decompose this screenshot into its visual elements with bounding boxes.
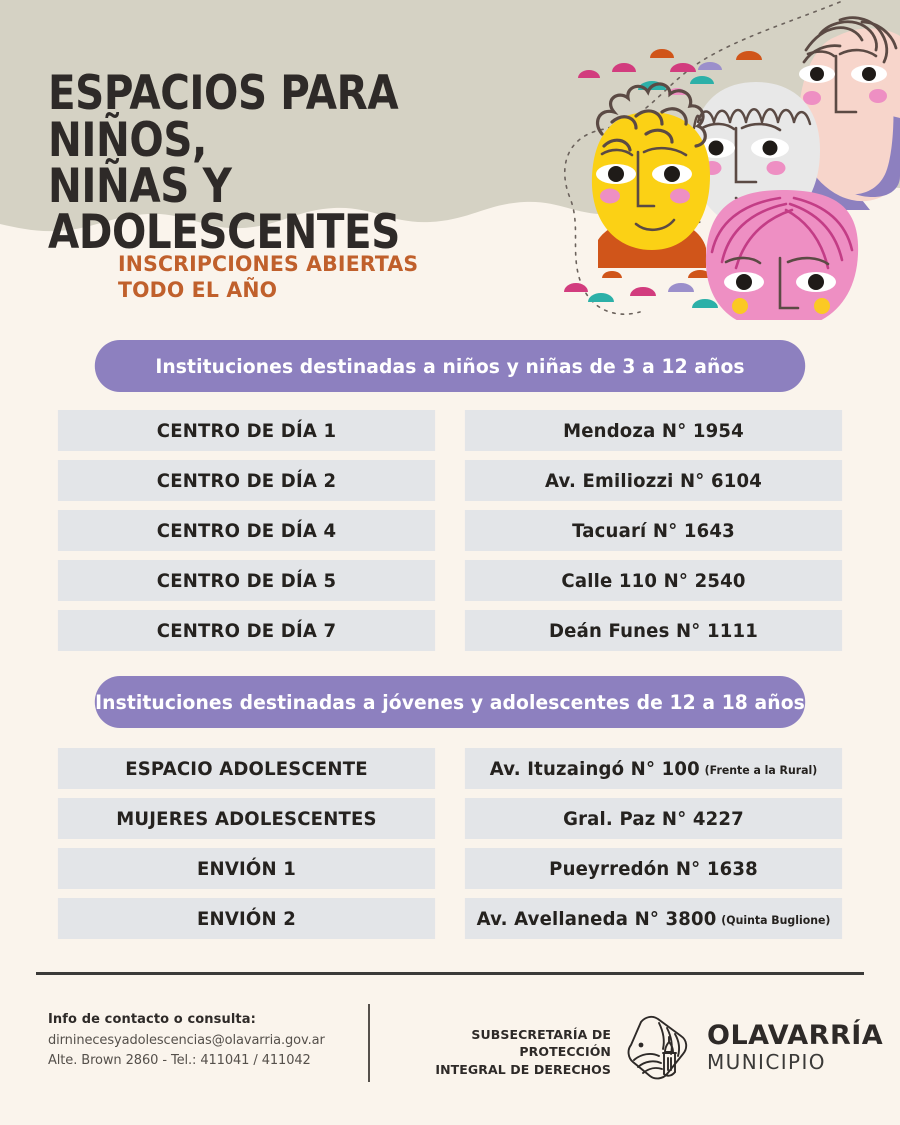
institution-address-note: (Quinta Buglione)	[721, 912, 831, 927]
institution-name-text: CENTRO DE DÍA 4	[156, 519, 337, 542]
subsecretaria-line-2: INTEGRAL DE DERECHOS	[435, 1061, 611, 1077]
institution-name-cell	[58, 410, 435, 451]
section-banner-adolescents: Instituciones destinadas a jóvenes y adolescentes de 12 a 18 años	[95, 676, 805, 728]
header	[0, 0, 900, 320]
logo-wordmark	[707, 1022, 883, 1074]
table-row	[48, 798, 852, 839]
olavarria-crest-icon	[625, 1012, 695, 1086]
children-faces-illustration	[540, 0, 900, 320]
institution-address-cell	[465, 610, 842, 651]
face-pink-front	[706, 190, 858, 320]
institution-name-text: ENVIÓN 2	[197, 907, 296, 930]
subtitle-line-1: INSCRIPCIONES ABIERTAS	[118, 252, 419, 277]
table-row	[48, 898, 852, 939]
page-title-line-1: ESPACIOS PARA NIÑOS,	[48, 66, 399, 168]
institution-name-text: ESPACIO ADOLESCENTE	[125, 757, 368, 780]
footer-divider-rule	[36, 972, 864, 975]
table-row	[48, 748, 852, 789]
institution-address-cell	[465, 898, 842, 939]
footer	[0, 1000, 900, 1110]
institution-name-text: MUJERES ADOLESCENTES	[116, 807, 377, 830]
table-row	[48, 410, 852, 451]
face-yellow-curly	[592, 84, 710, 268]
institution-name-cell	[58, 610, 435, 651]
olavarria-logo	[625, 1012, 884, 1086]
section-banner-children: Instituciones destinadas a niños y niñas de 3 a 12 años	[95, 340, 805, 392]
subsecretaria-line-1: SUBSECRETARÍA DE PROTECCIÓN	[471, 1027, 611, 1060]
institution-address-cell	[465, 560, 842, 601]
subsecretaria-name	[386, 1026, 611, 1078]
institutions-table-children	[48, 410, 852, 660]
institution-address-text: Gral. Paz N° 4227	[563, 807, 744, 830]
institution-address-cell	[465, 410, 842, 451]
institution-address-cell	[465, 748, 842, 789]
institution-name-cell	[58, 898, 435, 939]
institution-name-text: CENTRO DE DÍA 7	[156, 619, 337, 642]
table-row	[48, 510, 852, 551]
institution-name-cell	[58, 460, 435, 501]
institution-address-text: Pueyrredón N° 1638	[549, 857, 758, 880]
institution-address-text: Mendoza N° 1954	[563, 419, 744, 442]
contact-title: Info de contacto o consulta:	[48, 1012, 256, 1027]
institution-name-cell	[58, 560, 435, 601]
institution-name-cell	[58, 798, 435, 839]
institution-address-text: Av. Ituzaingó N° 100	[489, 757, 700, 780]
table-row	[48, 610, 852, 651]
page-title-line-2: NIÑAS Y ADOLESCENTES	[48, 158, 400, 260]
institution-name-text: CENTRO DE DÍA 2	[156, 469, 337, 492]
confetti-bottom	[564, 270, 718, 308]
institution-address-text: Av. Emiliozzi N° 6104	[545, 469, 762, 492]
institution-name-text: CENTRO DE DÍA 5	[156, 569, 337, 592]
table-row	[48, 460, 852, 501]
institution-address-text: Deán Funes N° 1111	[548, 619, 758, 642]
page-title	[48, 66, 512, 260]
institution-address-cell	[465, 798, 842, 839]
institution-address-cell	[465, 510, 842, 551]
institution-name-cell	[58, 748, 435, 789]
institution-address-text: Calle 110 N° 2540	[561, 569, 746, 592]
table-row	[48, 848, 852, 889]
contact-email[interactable]: dirninecesyadolescencias@olavarria.gov.ar	[48, 1033, 325, 1048]
institution-address-note: (Frente a la Rural)	[704, 762, 818, 777]
subtitle	[118, 252, 418, 304]
contact-address-phone: Alte. Brown 2860 - Tel.: 411041 / 411042	[48, 1053, 311, 1069]
table-row	[48, 560, 852, 601]
institution-address-cell	[465, 848, 842, 889]
institution-name-text: CENTRO DE DÍA 1	[156, 419, 337, 442]
institution-name-cell	[58, 848, 435, 889]
institutions-table-adolescents	[48, 748, 852, 948]
footer-vertical-divider	[368, 1004, 370, 1082]
institution-address-cell	[465, 460, 842, 501]
institution-address-text: Tacuarí N° 1643	[572, 519, 735, 542]
subtitle-line-2: TODO EL AÑO	[118, 278, 278, 304]
institution-name-text: ENVIÓN 1	[197, 857, 296, 880]
contact-block	[48, 1012, 368, 1071]
institution-name-cell	[58, 510, 435, 551]
institution-address-text: Av. Avellaneda N° 3800	[476, 907, 717, 930]
logo-city-name: OLAVARRÍA	[707, 1020, 884, 1051]
logo-municipio: MUNICIPIO	[707, 1050, 826, 1074]
